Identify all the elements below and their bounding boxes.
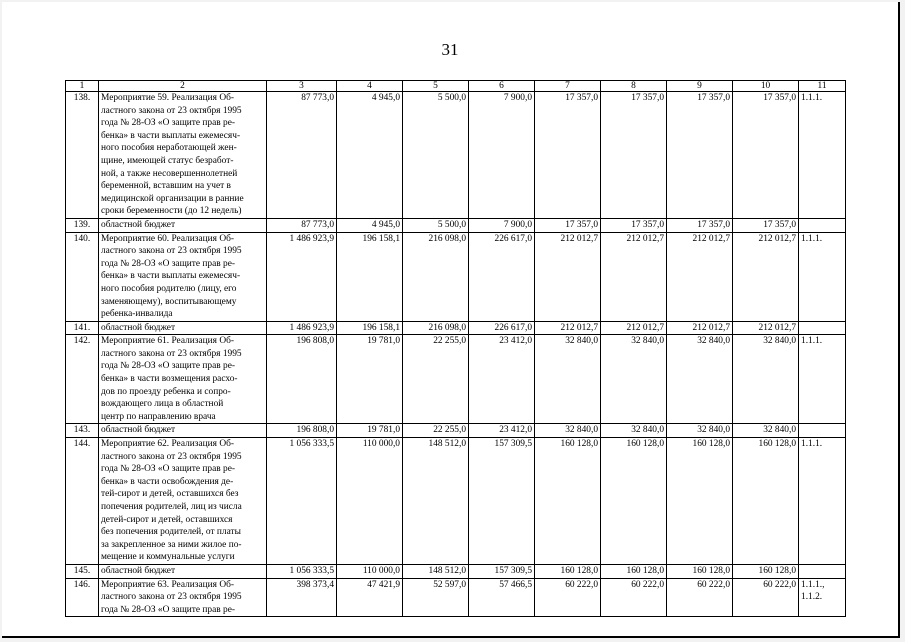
value-cell: 160 128,0 — [667, 564, 733, 578]
description-line: областной бюджет — [101, 565, 176, 576]
row-description — [99, 564, 267, 578]
value-cell: 5 500,0 — [403, 218, 469, 232]
column-header: 2 — [99, 81, 267, 92]
value-cell: 7 900,0 — [469, 218, 535, 232]
description-line: бенка» в части возмещения расхо- — [101, 374, 238, 385]
description-line: Мероприятие 62. Реализация Об- — [101, 439, 234, 450]
task-code: 1.1.1. — [799, 438, 846, 565]
row-description — [99, 92, 267, 219]
description-line: попечения родителей, лиц из числа — [101, 502, 242, 512]
value-cell: 212 012,7 — [667, 321, 733, 335]
value-cell: 196 158,1 — [337, 232, 403, 321]
value-cell: 212 012,7 — [535, 321, 601, 335]
description-line: года № 28-ОЗ «О защите прав ре- — [101, 258, 236, 269]
value-cell: 160 128,0 — [733, 564, 799, 578]
value-cell: 212 012,7 — [733, 232, 799, 321]
row-number: 144. — [66, 438, 99, 565]
value-cell: 32 840,0 — [733, 424, 799, 438]
value-cell: 60 222,0 — [535, 578, 601, 617]
value-cell: 32 840,0 — [601, 424, 667, 438]
value-cell: 23 412,0 — [469, 335, 535, 424]
row-number: 145. — [66, 564, 99, 578]
value-cell: 160 128,0 — [535, 564, 601, 578]
task-code — [799, 564, 846, 578]
value-cell: 226 617,0 — [469, 321, 535, 335]
value-cell: 110 000,0 — [337, 438, 403, 565]
value-cell: 17 357,0 — [667, 218, 733, 232]
description-line: медицинской организации в ранние — [101, 193, 244, 204]
row-description — [99, 424, 267, 438]
description-line: центр по направлению врача — [101, 411, 216, 422]
table-row — [66, 424, 846, 438]
description-line: мещение и коммунальные услуги — [101, 552, 235, 563]
column-header: 3 — [267, 81, 337, 92]
column-header: 7 — [535, 81, 601, 92]
value-cell: 110 000,0 — [337, 564, 403, 578]
table-row — [66, 438, 846, 565]
value-cell: 398 373,4 — [267, 578, 337, 617]
value-cell: 87 773,0 — [267, 92, 337, 219]
value-cell: 212 012,7 — [667, 232, 733, 321]
row-number: 141. — [66, 321, 99, 335]
value-cell: 17 357,0 — [601, 218, 667, 232]
task-code — [799, 321, 846, 335]
description-line: ластного закона от 23 октября 1995 — [101, 592, 242, 603]
value-cell: 212 012,7 — [601, 232, 667, 321]
task-code — [799, 424, 846, 438]
row-description — [99, 335, 267, 424]
description-line: дов по проезду ребенка и сопро- — [101, 386, 231, 397]
description-line: Мероприятие 60. Реализация Об- — [101, 233, 234, 244]
value-cell: 32 840,0 — [667, 424, 733, 438]
column-header: 8 — [601, 81, 667, 92]
row-number: 139. — [66, 218, 99, 232]
value-cell: 23 412,0 — [469, 424, 535, 438]
value-cell: 157 309,5 — [469, 564, 535, 578]
description-line: бенка» в части выплаты ежемесяч- — [101, 130, 241, 141]
description-line: сроки беременности (до 12 недель) — [101, 206, 242, 217]
value-cell: 160 128,0 — [601, 564, 667, 578]
value-cell: 160 128,0 — [535, 438, 601, 565]
description-line: бенка» в части выплаты ежемесяч- — [101, 271, 241, 282]
value-cell: 1 056 333,5 — [267, 438, 337, 565]
value-cell: 60 222,0 — [667, 578, 733, 617]
value-cell: 1 486 923,9 — [267, 232, 337, 321]
description-line: ребенка-инвалида — [101, 309, 173, 320]
column-header-row — [66, 81, 846, 92]
value-cell: 160 128,0 — [667, 438, 733, 565]
description-line: вождающего лица в областной — [101, 399, 224, 410]
value-cell: 32 840,0 — [733, 335, 799, 424]
value-cell: 17 357,0 — [667, 92, 733, 219]
value-cell: 216 098,0 — [403, 232, 469, 321]
value-cell: 4 945,0 — [337, 92, 403, 219]
value-cell: 157 309,5 — [469, 438, 535, 565]
column-header: 1 — [66, 81, 99, 92]
value-cell: 1 056 333,5 — [267, 564, 337, 578]
value-cell: 160 128,0 — [733, 438, 799, 565]
row-description — [99, 218, 267, 232]
description-line: года № 28-ОЗ «О защите прав ре- — [101, 464, 236, 475]
value-cell: 212 012,7 — [733, 321, 799, 335]
description-line: Мероприятие 63. Реализация Об- — [101, 579, 234, 590]
description-line: за закрепленное за ними жилое по- — [101, 539, 242, 550]
column-header: 10 — [733, 81, 799, 92]
column-header: 11 — [799, 81, 846, 92]
value-cell: 47 421,9 — [337, 578, 403, 617]
description-line: детей-сирот и детей, оставшихся — [101, 514, 233, 525]
row-number: 138. — [66, 92, 99, 219]
description-line: ластного закона от 23 октября 1995 — [101, 451, 242, 462]
value-cell: 19 781,0 — [337, 424, 403, 438]
value-cell: 160 128,0 — [601, 438, 667, 565]
table-row — [66, 218, 846, 232]
value-cell: 87 773,0 — [267, 218, 337, 232]
value-cell: 52 597,0 — [403, 578, 469, 617]
description-line: ластного закона от 23 октября 1995 — [101, 105, 242, 116]
description-line: ной, а также несовершеннолетней — [101, 168, 238, 179]
row-number: 140. — [66, 232, 99, 321]
value-cell: 32 840,0 — [535, 424, 601, 438]
description-line: областной бюджет — [101, 425, 176, 436]
value-cell: 212 012,7 — [535, 232, 601, 321]
description-line: тей-сирот и детей, оставшихся без — [101, 489, 239, 500]
row-number: 143. — [66, 424, 99, 438]
value-cell: 4 945,0 — [337, 218, 403, 232]
column-header: 9 — [667, 81, 733, 92]
table-row — [66, 564, 846, 578]
table-row — [66, 321, 846, 335]
description-line: Мероприятие 61. Реализация Об- — [101, 336, 234, 347]
description-line: беременной, вставшим на учет в — [101, 181, 231, 192]
value-cell: 22 255,0 — [403, 424, 469, 438]
description-line: без попечения родителей, от платы — [101, 527, 241, 538]
value-cell: 17 357,0 — [535, 218, 601, 232]
row-number: 142. — [66, 335, 99, 424]
column-header: 5 — [403, 81, 469, 92]
value-cell: 148 512,0 — [403, 564, 469, 578]
task-code-line: 1.1.2. — [801, 592, 823, 603]
column-header: 4 — [337, 81, 403, 92]
description-line: ного пособия неработающей жен- — [101, 143, 237, 154]
document-page — [2, 2, 900, 638]
row-number: 146. — [66, 578, 99, 617]
value-cell: 216 098,0 — [403, 321, 469, 335]
table-row — [66, 335, 846, 424]
row-description — [99, 232, 267, 321]
task-code — [799, 578, 846, 617]
value-cell: 32 840,0 — [667, 335, 733, 424]
description-line: областной бюджет — [101, 219, 176, 230]
description-line: года № 28-ОЗ «О защите прав ре- — [101, 361, 236, 372]
description-line: бенка» в части освобождения де- — [101, 476, 234, 487]
table-row — [66, 578, 846, 617]
value-cell: 7 900,0 — [469, 92, 535, 219]
value-cell: 5 500,0 — [403, 92, 469, 219]
value-cell: 22 255,0 — [403, 335, 469, 424]
value-cell: 17 357,0 — [733, 92, 799, 219]
value-cell: 196 158,1 — [337, 321, 403, 335]
description-line: ластного закона от 23 октября 1995 — [101, 348, 242, 359]
value-cell: 32 840,0 — [601, 335, 667, 424]
value-cell: 196 808,0 — [267, 335, 337, 424]
task-code: 1.1.1. — [799, 92, 846, 219]
task-code: 1.1.1. — [799, 232, 846, 321]
value-cell: 1 486 923,9 — [267, 321, 337, 335]
table-row — [66, 232, 846, 321]
value-cell: 57 466,5 — [469, 578, 535, 617]
value-cell: 148 512,0 — [403, 438, 469, 565]
value-cell: 60 222,0 — [733, 578, 799, 617]
task-code-line: 1.1.1., — [801, 579, 825, 590]
row-description — [99, 578, 267, 617]
value-cell: 32 840,0 — [535, 335, 601, 424]
value-cell: 19 781,0 — [337, 335, 403, 424]
description-line: ного пособия родителю (лицу, его — [101, 283, 237, 294]
description-line: года № 28-ОЗ «О защите прав ре- — [101, 118, 236, 129]
description-line: щине, имеющей статус безработ- — [101, 155, 234, 166]
row-description — [99, 438, 267, 565]
description-line: Мероприятие 59. Реализация Об- — [101, 93, 234, 103]
value-cell: 17 357,0 — [535, 92, 601, 219]
value-cell: 226 617,0 — [469, 232, 535, 321]
value-cell: 60 222,0 — [601, 578, 667, 617]
row-description — [99, 321, 267, 335]
budget-table — [65, 80, 846, 617]
page-number: 31 — [441, 40, 459, 59]
description-line: заменяющему), воспитывающему — [101, 296, 237, 307]
description-line: ластного закона от 23 октября 1995 — [101, 246, 242, 257]
task-code — [799, 218, 846, 232]
value-cell: 17 357,0 — [601, 92, 667, 219]
column-header: 6 — [469, 81, 535, 92]
description-line: года № 28-ОЗ «О защите прав ре- — [101, 604, 236, 615]
table-row — [66, 92, 846, 219]
task-code: 1.1.1. — [799, 335, 846, 424]
value-cell: 196 808,0 — [267, 424, 337, 438]
value-cell: 212 012,7 — [601, 321, 667, 335]
description-line: областной бюджет — [101, 322, 176, 333]
value-cell: 17 357,0 — [733, 218, 799, 232]
